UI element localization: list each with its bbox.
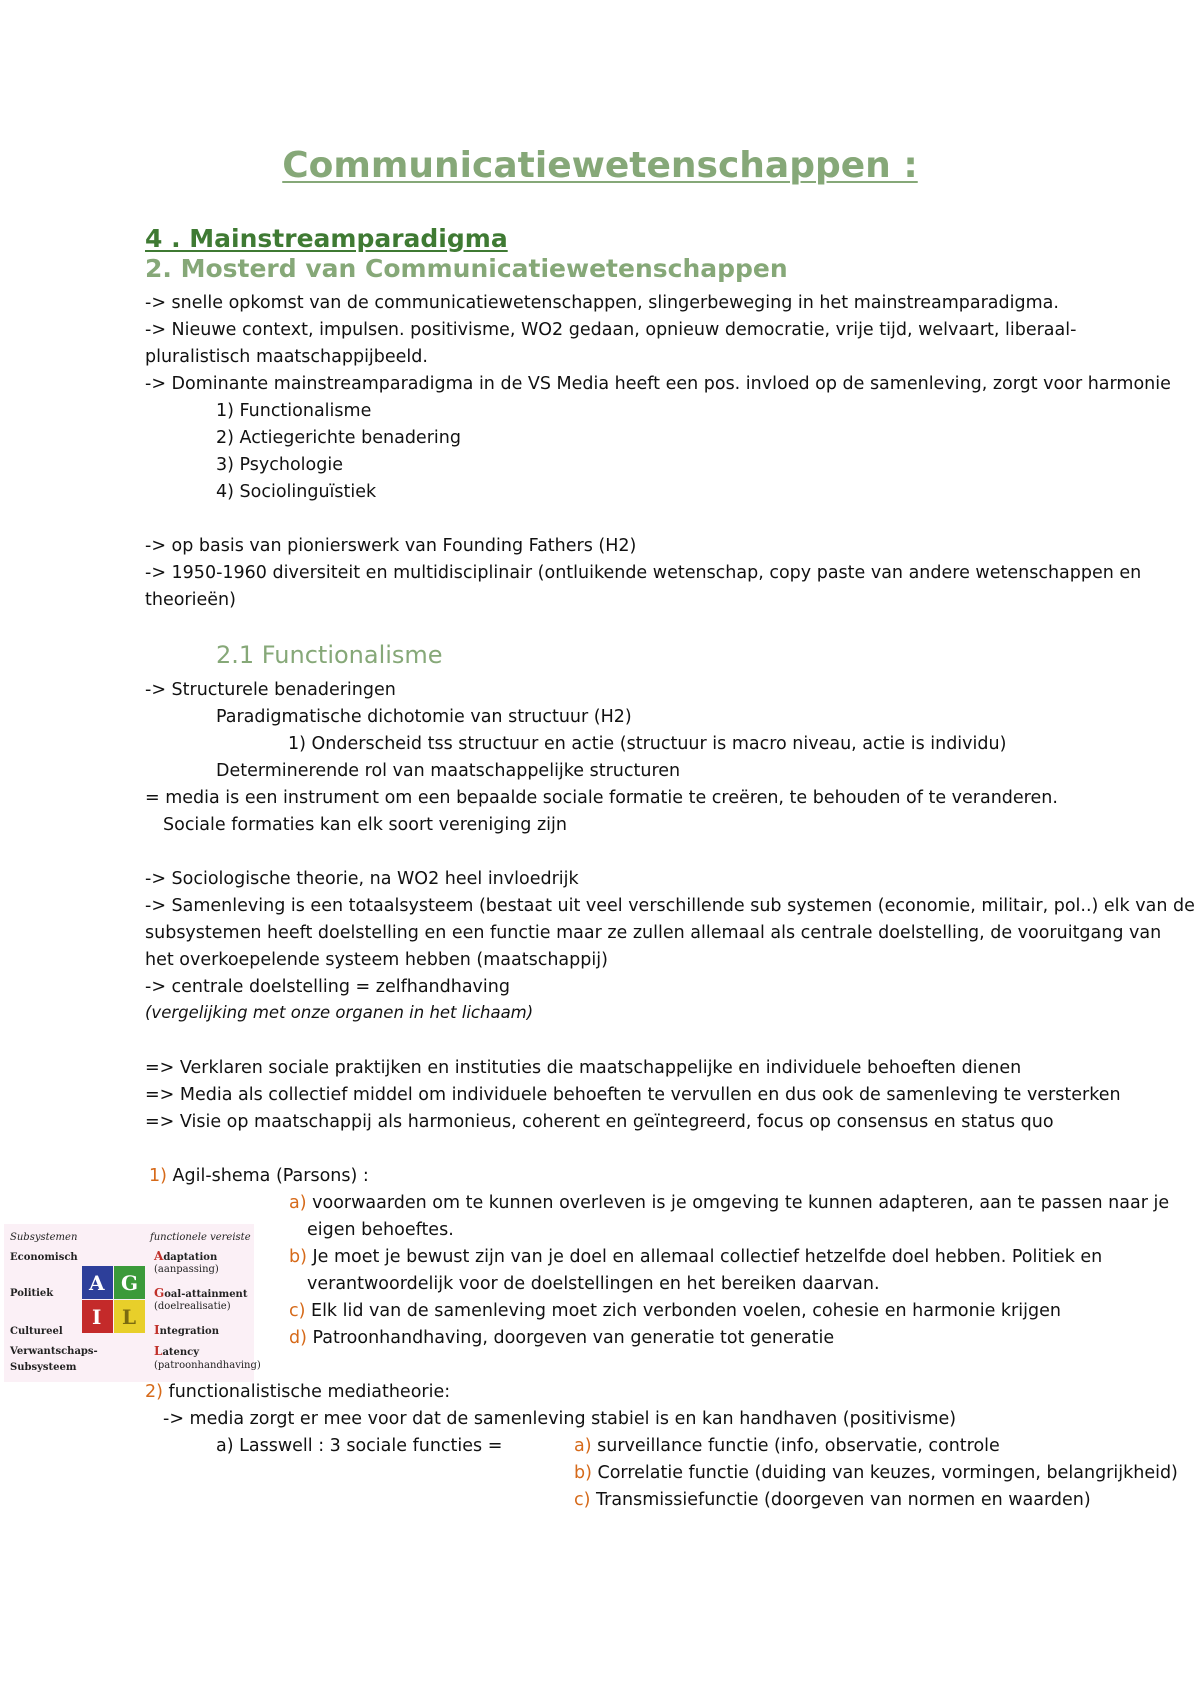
agil-item-b: [289, 1246, 1102, 1268]
diagram-row-label: Subsysteem: [10, 1362, 77, 1373]
agil-item-c: [289, 1300, 1061, 1322]
structural-line: -> Structurele benaderingen: [145, 680, 396, 700]
agil-a-continuation: eigen behoeftes.: [307, 1220, 454, 1240]
diagram-function-sub: (patroonhandhaving): [154, 1360, 261, 1371]
structural-line: = media is een instrument om een bepaalde sociale formatie te creëren, te behouden of te veranderen.: [145, 788, 1058, 808]
diagram-function-sub: (aanpassing): [154, 1264, 219, 1275]
function-c: [574, 1489, 1091, 1511]
conclusion-line: => Verklaren sociale praktijken en instituties die maatschappelijke en individuele behoeften dienen: [145, 1058, 1022, 1078]
diagram-function: Adaptation: [154, 1249, 218, 1263]
agil-box-i: [82, 1300, 113, 1333]
agil-b-continuation: verantwoordelijk voor de doelstellingen en het bereiken daarvan.: [307, 1274, 880, 1294]
basis-line: theorieën): [145, 590, 236, 610]
structural-line: Sociale formaties kan elk soort vereniging zijn: [163, 815, 567, 835]
structural-line: Paradigmatische dichotomie van structuur (H2): [216, 707, 632, 727]
agil-d-text: Patroonhandhaving, doorgeven van generatie tot generatie: [306, 1328, 835, 1348]
lasswell-line: a) Lasswell : 3 sociale functies =: [216, 1436, 503, 1456]
agil-number: 1): [149, 1166, 167, 1186]
agil-box-a: [82, 1266, 113, 1299]
diagram-row-label: Verwantschaps-: [10, 1346, 98, 1357]
diagram-function-sub: (doelrealisatie): [154, 1301, 231, 1312]
diagram-row-label: Economisch: [10, 1252, 78, 1263]
comparison-note: (vergelijking met onze organen in het lichaam): [145, 1003, 534, 1022]
basis-line: -> op basis van pionierswerk van Founding Fathers (H2): [145, 536, 637, 556]
diagram-function: Goal-attainment: [154, 1286, 248, 1300]
chapter-heading: 4 . Mainstreamparadigma: [145, 224, 508, 253]
agil-a-text: voorwaarden om te kunnen overleven is je omgeving te kunnen adapteren, aan te passen naar je: [306, 1193, 1170, 1213]
agil-box-letter: L: [122, 1305, 137, 1329]
media-theory-title: functionalistische mediatheorie:: [162, 1382, 451, 1402]
conclusion-line: => Media als collectief middel om individuele behoeften te vervullen en dus ook de samenleving te versterken: [145, 1085, 1121, 1105]
agil-c-mark: c): [289, 1301, 306, 1321]
function-a-mark: a): [574, 1436, 592, 1456]
agil-box-l: [114, 1300, 145, 1333]
basis-line: -> 1950-1960 diversiteit en multidisciplinair (ontluikende wetenschap, copy paste van andere wetenschappen en: [145, 563, 1142, 583]
agil-box-letter: A: [89, 1271, 105, 1295]
function-a-text: surveillance functie (info, observatie, controle: [591, 1436, 1000, 1456]
sociology-line: -> Sociologische theorie, na WO2 heel invloedrijk: [145, 869, 579, 889]
sociology-line: -> centrale doelstelling = zelfhandhaving: [145, 977, 510, 997]
diagram-row-label: Cultureel: [10, 1326, 63, 1337]
intro-line: pluralistisch maatschappijbeeld.: [145, 347, 428, 367]
diagram-col2-header: functionele vereiste: [150, 1232, 251, 1243]
structural-line: 1) Onderscheid tss structuur en actie (structuur is macro niveau, actie is individu): [288, 734, 1007, 754]
agil-diagram: [4, 1224, 261, 1382]
agil-item-a: [289, 1192, 1169, 1214]
agil-heading: [149, 1165, 369, 1187]
intro-line: -> Dominante mainstreamparadigma in de VS Media heeft een pos. invloed op de samenleving, zorgt voor harmonie: [145, 374, 1171, 394]
agil-title: Agil-shema (Parsons) :: [166, 1166, 369, 1186]
function-a: [574, 1435, 1000, 1457]
media-theory-number: 2): [145, 1382, 163, 1402]
function-c-mark: c): [574, 1490, 591, 1510]
intro-line: -> snelle opkomst van de communicatiewetenschappen, slingerbeweging in het mainstreamparadigma.: [145, 293, 1059, 313]
agil-box-letter: G: [121, 1271, 139, 1295]
page-title: Communicatiewetenschappen :: [282, 145, 918, 186]
diagram-col1-header: Subsystemen: [10, 1232, 78, 1243]
diagram-function: Latency: [154, 1344, 200, 1358]
media-theory-heading: [145, 1381, 450, 1403]
agil-a-mark: a): [289, 1193, 307, 1213]
section-heading: 2. Mosterd van Communicatiewetenschappen: [145, 254, 788, 283]
media-theory-line: -> media zorgt er mee voor dat de samenleving stabiel is en kan handhaven (positivisme): [163, 1409, 957, 1429]
approach-item: 3) Psychologie: [216, 455, 343, 475]
agil-item-d: [289, 1327, 834, 1349]
agil-b-mark: b): [289, 1247, 307, 1267]
function-c-text: Transmissiefunctie (doorgeven van normen en waarden): [590, 1490, 1091, 1510]
approach-item: 1) Functionalisme: [216, 401, 372, 421]
conclusion-line: => Visie op maatschappij als harmonieus, coherent en geïntegreerd, focus op consensus en status quo: [145, 1112, 1054, 1132]
structural-line: Determinerende rol van maatschappelijke structuren: [216, 761, 681, 781]
agil-c-text: Elk lid van de samenleving moet zich verbonden voelen, cohesie en harmonie krijgen: [305, 1301, 1061, 1321]
agil-d-mark: d): [289, 1328, 307, 1348]
function-b: [574, 1462, 1178, 1484]
diagram-row-label: Politiek: [10, 1288, 54, 1299]
function-b-mark: b): [574, 1463, 592, 1483]
agil-box-letter: I: [92, 1305, 102, 1329]
diagram-function: Integration: [154, 1323, 219, 1337]
agil-box-g: [114, 1266, 145, 1299]
approach-item: 2) Actiegerichte benadering: [216, 428, 461, 448]
functionalisme-heading: 2.1 Functionalisme: [216, 641, 443, 669]
intro-line: -> Nieuwe context, impulsen. positivisme, WO2 gedaan, opnieuw democratie, vrije tijd, welvaart, liberaal-: [145, 320, 1077, 340]
function-b-text: Correlatie functie (duiding van keuzes, vormingen, belangrijkheid): [591, 1463, 1178, 1483]
sociology-line: -> Samenleving is een totaalsysteem (bestaat uit veel verschillende sub systemen (economie, militair, pol..) elk van de: [145, 896, 1195, 916]
sociology-line: subsystemen heeft doelstelling en een functie maar ze zullen allemaal als centrale doelstelling, de vooruitgang van: [145, 923, 1162, 943]
agil-b-text: Je moet je bewust zijn van je doel en allemaal collectief hetzelfde doel hebben. Politiek en: [306, 1247, 1103, 1267]
sociology-line: het overkoepelende systeem hebben (maatschappij): [145, 950, 608, 970]
approach-item: 4) Sociolinguïstiek: [216, 482, 377, 502]
